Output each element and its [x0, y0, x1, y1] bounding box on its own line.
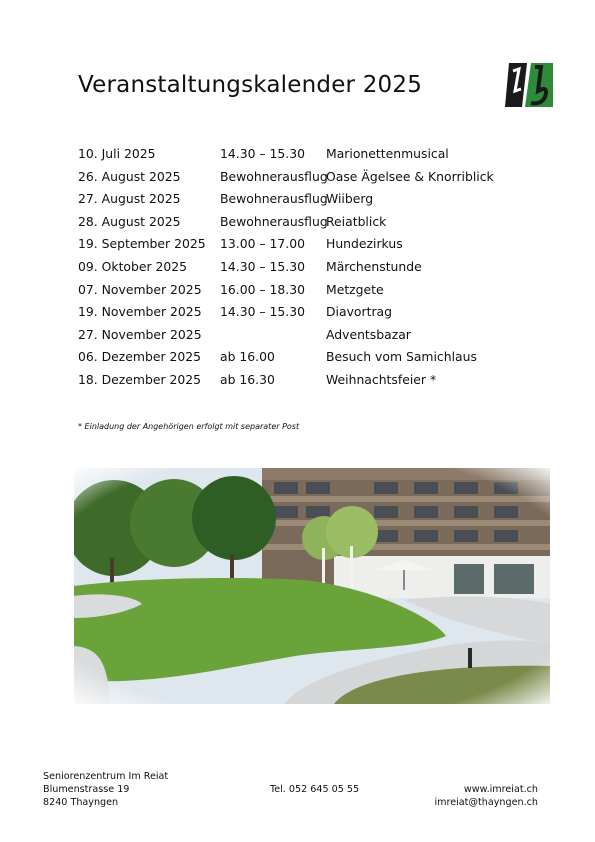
event-name: Märchenstunde	[326, 258, 422, 274]
event-row	[78, 301, 518, 324]
event-date: 27. August 2025	[78, 191, 181, 207]
event-time: Bewohnerausflug	[220, 191, 328, 207]
event-time: 16.00 – 18.30	[220, 281, 306, 297]
footer-org: Seniorenzentrum Im Reiat	[43, 771, 169, 782]
event-time: 13.00 – 17.00	[220, 236, 306, 252]
event-name: Oase Ägelsee & Knorriblick	[326, 168, 494, 184]
event-name: Diavortrag	[326, 304, 392, 320]
event-time: ab 16.00	[220, 349, 275, 365]
event-name: Reiatblick	[326, 213, 387, 229]
event-list	[78, 143, 518, 392]
footnote: * Einladung der Angehörigen erfolgt mit separater Post	[78, 422, 300, 431]
event-time: Bewohnerausflug	[220, 168, 328, 184]
event-name: Hundezirkus	[326, 236, 403, 252]
event-row	[78, 233, 518, 256]
event-row	[78, 143, 518, 166]
event-date: 18. Dezember 2025	[78, 371, 202, 387]
footer-street: Blumenstrasse 19	[43, 784, 130, 795]
event-time: Bewohnerausflug	[220, 213, 328, 229]
event-time: 14.30 – 15.30	[220, 146, 306, 161]
building-courtyard-photo	[74, 468, 550, 704]
footer-city: 8240 Thayngen	[43, 797, 119, 808]
footer-contact	[434, 783, 538, 809]
event-date: 28. August 2025	[78, 213, 181, 229]
event-row	[78, 279, 518, 302]
event-name: Adventsbazar	[326, 326, 411, 342]
event-date: 06. Dezember 2025	[78, 349, 202, 365]
page-title: Veranstaltungskalender 2025	[78, 72, 423, 98]
event-date: 19. September 2025	[78, 236, 206, 252]
footer-email-link[interactable]: imreiat@thayngen.ch	[434, 797, 538, 808]
event-time: ab 16.30	[220, 371, 275, 387]
event-date: 19. November 2025	[78, 304, 202, 320]
event-time: 14.30 – 15.30	[220, 304, 306, 320]
footer-address	[43, 770, 168, 809]
event-name: Besuch vom Samichlaus	[326, 349, 477, 365]
event-name: Marionettenmusical	[326, 146, 449, 161]
event-name: Weihnachtsfeier *	[326, 371, 437, 387]
event-date: 10. Juli 2025	[78, 146, 156, 161]
institution-logo	[505, 61, 553, 109]
event-date: 09. Oktober 2025	[78, 258, 188, 274]
event-row	[78, 256, 518, 279]
footer-phone	[270, 783, 359, 796]
event-row	[78, 211, 518, 234]
event-row	[78, 188, 518, 211]
event-row	[78, 324, 518, 347]
event-name: Wiiberg	[326, 191, 374, 207]
footer-tel: Tel. 052 645 05 55	[270, 784, 360, 795]
footer-web-link[interactable]: www.imreiat.ch	[463, 784, 538, 795]
event-row	[78, 346, 518, 369]
event-name: Metzgete	[326, 281, 384, 297]
event-row	[78, 166, 518, 189]
event-date: 27. November 2025	[78, 326, 202, 342]
event-row	[78, 369, 518, 392]
event-date: 07. November 2025	[78, 281, 202, 297]
event-time: 14.30 – 15.30	[220, 258, 306, 274]
event-date: 26. August 2025	[78, 168, 181, 184]
